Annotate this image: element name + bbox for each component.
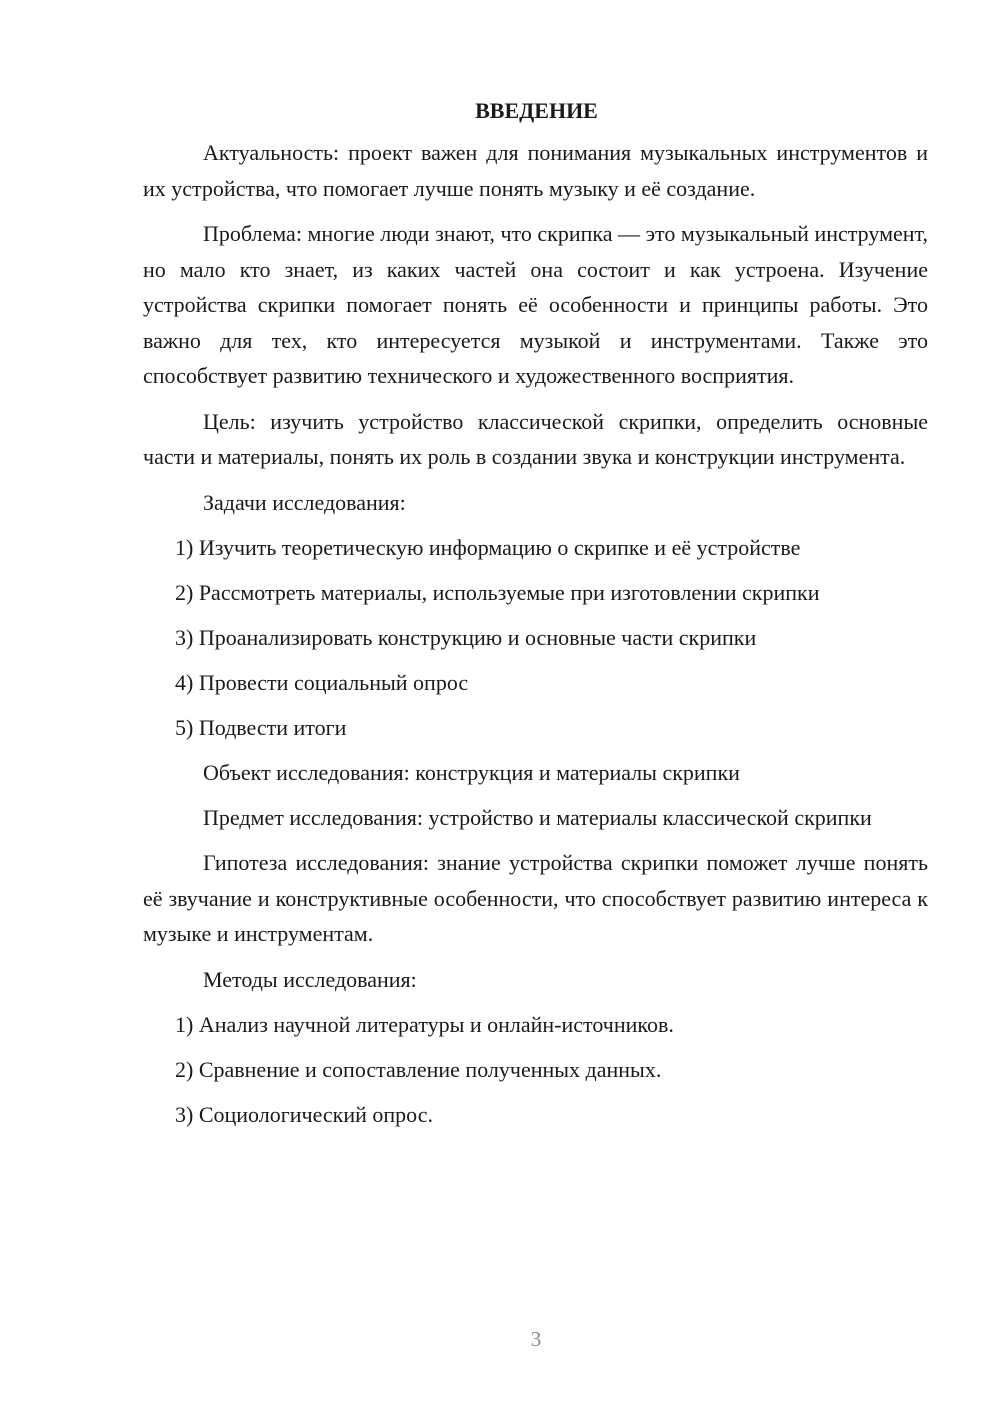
list-item: 3) Социологический опрос. [175,1101,433,1127]
list-item: 5) Подвести итоги [175,714,347,740]
tasks-list [143,530,928,745]
problem-paragraph: Проблема: многие люди знают, что скрипка — это музыкальный инструмент, но мало кто знает, из каких частей она состоит и как устроена. Изучение устройства скрипки помогает понять её особенности и принципы работы. Это важно для тех, кто интересуется музыкой и инструментами. Также это способствует развитию технического и художественного восприятия. [143,221,928,388]
goal-paragraph: Цель: изучить устройство классической скрипки, определить основные части и материалы, понять их роль в создании звука и конструкции инструмента. [143,408,928,469]
list-item: 2) Рассмотреть материалы, используемые при изготовлении скрипки [175,579,820,605]
methods-list [143,1007,928,1132]
relevance-paragraph: Актуальность: проект важен для понимания музыкальных инструментов и их устройства, что помогает лучше понять музыку и её создание. [143,140,928,201]
hypothesis-paragraph: Гипотеза исследования: знание устройства скрипки поможет лучше понять её звучание и конструктивные особенности, что способствует развитию интереса к музыке и инструментам. [143,850,928,946]
tasks-heading: Задачи исследования: [203,489,406,515]
list-item: 4) Провести социальный опрос [175,669,469,695]
object-line: Объект исследования: конструкция и материалы скрипки [203,759,740,785]
methods-heading: Методы исследования: [203,966,417,992]
section-title: ВВЕДЕНИЕ [475,98,598,123]
list-item: 2) Сравнение и сопоставление полученных данных. [175,1056,662,1082]
page-number: 3 [530,1327,542,1351]
list-item: 3) Проанализировать конструкцию и основные части скрипки [175,624,757,650]
list-item: 1) Изучить теоретическую информацию о скрипке и её устройстве [175,534,801,560]
subject-paragraph: Предмет исследования: устройство и материалы классической скрипки [203,804,872,830]
page-content [143,93,928,1142]
list-item: 1) Анализ научной литературы и онлайн-источников. [175,1011,674,1037]
